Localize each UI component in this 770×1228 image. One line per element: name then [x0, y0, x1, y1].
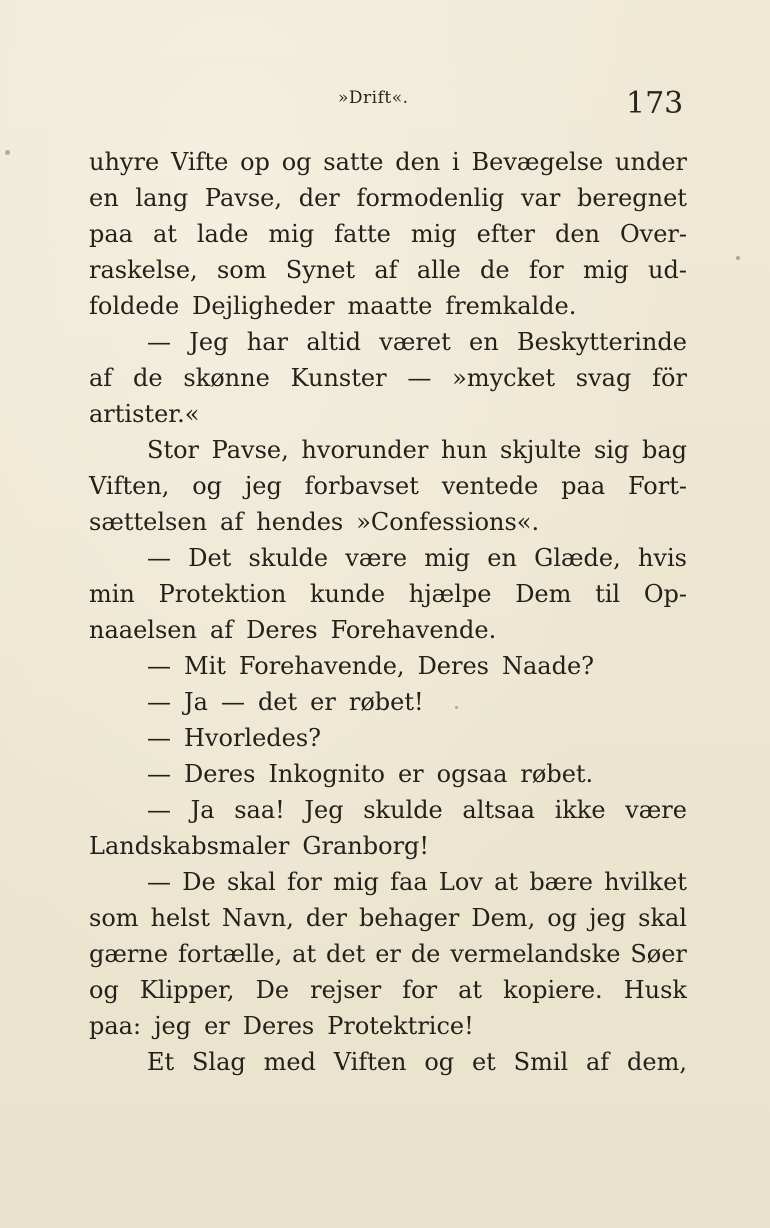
- word: svag: [575, 364, 632, 392]
- paper-speck: [455, 706, 458, 709]
- word: för: [652, 364, 687, 392]
- word: mig: [333, 868, 379, 896]
- text-line: [89, 252, 687, 288]
- word: Klipper,: [139, 976, 235, 1004]
- word: fatte: [334, 220, 391, 248]
- word: det: [257, 688, 298, 716]
- word: været: [379, 328, 451, 356]
- word: med: [263, 1048, 316, 1076]
- word: jeg: [589, 904, 627, 932]
- word: af: [374, 256, 398, 284]
- word: og: [424, 1048, 455, 1076]
- word: være: [625, 796, 687, 824]
- word: bære: [529, 868, 593, 896]
- word: —: [147, 688, 171, 716]
- word: den: [395, 148, 441, 176]
- word: Søer: [630, 940, 687, 968]
- text-line: [89, 648, 687, 684]
- word: Dem,: [471, 904, 536, 932]
- word: Viften,: [89, 472, 170, 500]
- word: Viften: [333, 1048, 407, 1076]
- text-line: [89, 324, 687, 360]
- word: til: [595, 580, 621, 608]
- word: —: [147, 760, 171, 788]
- word: —: [407, 364, 432, 392]
- word: paa: [89, 220, 133, 248]
- word: raskelse,: [89, 256, 198, 284]
- text-line: [89, 396, 687, 432]
- word: skulde: [248, 544, 329, 572]
- word: helst: [150, 904, 210, 932]
- word: og: [281, 148, 312, 176]
- text-line: [89, 720, 687, 756]
- word: Jeg: [189, 328, 229, 356]
- word: gærne: [89, 940, 169, 968]
- word: er: [204, 1012, 230, 1040]
- word: mig: [582, 256, 629, 284]
- word: der: [305, 904, 347, 932]
- word: Synet: [285, 256, 356, 284]
- word: —: [147, 796, 171, 824]
- text-line: [89, 468, 687, 504]
- text-line: [89, 180, 687, 216]
- word: altsaa: [462, 796, 535, 824]
- text-line: [89, 864, 687, 900]
- word: en: [89, 184, 119, 212]
- word: er: [375, 940, 401, 968]
- text-line: [89, 576, 687, 612]
- word: de: [480, 256, 510, 284]
- word: der: [298, 184, 340, 212]
- text-line: [89, 900, 687, 936]
- word: i: [452, 148, 460, 176]
- word: mig: [410, 220, 457, 248]
- word: Forehavende.: [330, 616, 497, 644]
- word: hvis: [637, 544, 687, 572]
- word: være: [345, 544, 408, 572]
- word: en: [469, 328, 499, 356]
- body-text: [89, 144, 687, 1080]
- word: dem,: [627, 1048, 687, 1076]
- word: artister.«: [89, 400, 200, 428]
- word: et: [471, 1048, 496, 1076]
- word: Deres: [246, 616, 318, 644]
- word: røbet!: [348, 688, 424, 716]
- word: at: [458, 976, 483, 1004]
- text-line: [89, 504, 687, 540]
- word: behager: [358, 904, 460, 932]
- word: Forehavende,: [238, 652, 405, 680]
- word: af: [89, 364, 113, 392]
- text-line: [89, 684, 687, 720]
- word: Deres: [417, 652, 489, 680]
- word: —: [147, 328, 171, 356]
- word: Protektrice!: [327, 1012, 474, 1040]
- word: er: [310, 688, 336, 716]
- word: min: [89, 580, 135, 608]
- word: skjulte: [500, 436, 582, 464]
- word: maatte: [347, 292, 433, 320]
- word: saa!: [234, 796, 285, 824]
- word: Husk: [623, 976, 687, 1004]
- word: ikke: [554, 796, 606, 824]
- word: af: [209, 616, 234, 644]
- word: Dejligheder: [192, 292, 335, 320]
- word: Vifte: [170, 148, 229, 176]
- word: Smil: [513, 1048, 569, 1076]
- word: —: [147, 868, 171, 896]
- word: altid: [306, 328, 361, 356]
- text-line: [89, 936, 687, 972]
- word: —: [147, 544, 171, 572]
- word: hvilket: [604, 868, 687, 896]
- word: under: [615, 148, 687, 176]
- word: at: [494, 868, 519, 896]
- word: mig: [424, 544, 471, 572]
- word: hvorunder: [301, 436, 429, 464]
- word: fortælle,: [178, 940, 283, 968]
- word: som: [89, 904, 139, 932]
- word: beregnet: [577, 184, 687, 212]
- page-number: 173: [626, 86, 684, 121]
- paper-speck: [5, 150, 10, 155]
- word: skulde: [363, 796, 443, 824]
- word: efter: [476, 220, 535, 248]
- word: Pavse,: [211, 436, 289, 464]
- word: formodenlig: [356, 184, 505, 212]
- word: og: [192, 472, 223, 500]
- word: skal: [226, 868, 276, 896]
- word: jeg: [244, 472, 282, 500]
- word: skønne: [183, 364, 270, 392]
- word: foldede: [89, 292, 180, 320]
- word: »Confessions«.: [356, 508, 540, 536]
- word: de: [410, 940, 441, 968]
- word: rejser: [310, 976, 382, 1004]
- word: en: [487, 544, 517, 572]
- word: Dem: [515, 580, 572, 608]
- word: Kunster: [290, 364, 387, 392]
- word: Mit: [184, 652, 226, 680]
- word: —: [147, 652, 171, 680]
- word: er: [397, 760, 424, 788]
- word: Et: [147, 1048, 175, 1076]
- word: for: [402, 976, 438, 1004]
- word: Hvorledes?: [184, 724, 322, 752]
- word: De: [182, 868, 216, 896]
- text-line: [89, 972, 687, 1008]
- word: Over-: [619, 220, 687, 248]
- word: at: [152, 220, 177, 248]
- word: ud-: [648, 256, 687, 284]
- word: Landskabsmaler: [89, 832, 290, 860]
- word: vermelandske: [450, 940, 621, 968]
- word: Protektion: [158, 580, 287, 608]
- word: for: [287, 868, 322, 896]
- word: og: [89, 976, 119, 1004]
- word: Ja: [184, 688, 208, 716]
- word: bag: [641, 436, 687, 464]
- word: Op-: [643, 580, 687, 608]
- text-line: [89, 828, 687, 864]
- text-line: [89, 540, 687, 576]
- word: »mycket: [452, 364, 555, 392]
- word: hendes: [256, 508, 344, 536]
- word: Deres: [184, 760, 256, 788]
- word: Deres: [242, 1012, 315, 1040]
- word: —: [220, 688, 245, 716]
- word: mig: [268, 220, 315, 248]
- word: Lov: [438, 868, 483, 896]
- word: faa: [390, 868, 428, 896]
- text-line: [89, 216, 687, 252]
- text-line: [89, 144, 687, 180]
- word: lade: [196, 220, 249, 248]
- word: hjælpe: [408, 580, 492, 608]
- word: og: [547, 904, 578, 932]
- word: Ja: [190, 796, 215, 824]
- word: hun: [440, 436, 488, 464]
- word: Det: [188, 544, 232, 572]
- word: Granborg!: [302, 832, 430, 860]
- word: af: [586, 1048, 610, 1076]
- word: Inkognito: [268, 760, 385, 788]
- word: Fort-: [627, 472, 687, 500]
- word: de: [133, 364, 163, 392]
- word: —: [147, 724, 171, 752]
- word: Beskytterinde: [517, 328, 687, 356]
- word: Pavse,: [204, 184, 283, 212]
- text-line: [89, 612, 687, 648]
- word: af: [220, 508, 244, 536]
- word: sættelsen: [89, 508, 208, 536]
- word: op: [240, 148, 270, 176]
- text-line: [89, 360, 687, 396]
- word: skal: [638, 904, 687, 932]
- word: var: [520, 184, 561, 212]
- word: Bevægelse: [471, 148, 604, 176]
- word: jeg: [154, 1012, 192, 1040]
- word: kunde: [310, 580, 386, 608]
- word: for: [528, 256, 564, 284]
- word: alle: [416, 256, 461, 284]
- word: De: [255, 976, 290, 1004]
- word: det: [326, 940, 366, 968]
- word: Stor: [147, 436, 200, 464]
- word: kopiere.: [503, 976, 603, 1004]
- word: ventede: [441, 472, 539, 500]
- text-line: [89, 1044, 687, 1080]
- word: uhyre: [89, 148, 160, 176]
- text-line: [89, 1008, 687, 1044]
- paper-speck: [736, 256, 740, 260]
- word: paa: [561, 472, 606, 500]
- running-title: »Drift«.: [338, 88, 409, 108]
- word: røbet.: [520, 760, 594, 788]
- word: har: [246, 328, 289, 356]
- text-line: [89, 288, 687, 324]
- word: ogsaa: [436, 760, 508, 788]
- word: Glæde,: [534, 544, 621, 572]
- word: Slag: [191, 1048, 246, 1076]
- word: Navn,: [221, 904, 294, 932]
- word: satte: [323, 148, 384, 176]
- word: paa:: [89, 1012, 142, 1040]
- word: Jeg: [304, 796, 344, 824]
- word: lang: [135, 184, 189, 212]
- word: Naade?: [502, 652, 595, 680]
- word: som: [216, 256, 267, 284]
- word: naaelsen: [89, 616, 197, 644]
- word: forbavset: [304, 472, 419, 500]
- text-line: [89, 792, 687, 828]
- word: at: [292, 940, 317, 968]
- word: den: [554, 220, 600, 248]
- text-line: [89, 756, 687, 792]
- text-line: [89, 432, 687, 468]
- word: fremkalde.: [445, 292, 577, 320]
- word: sig: [593, 436, 630, 464]
